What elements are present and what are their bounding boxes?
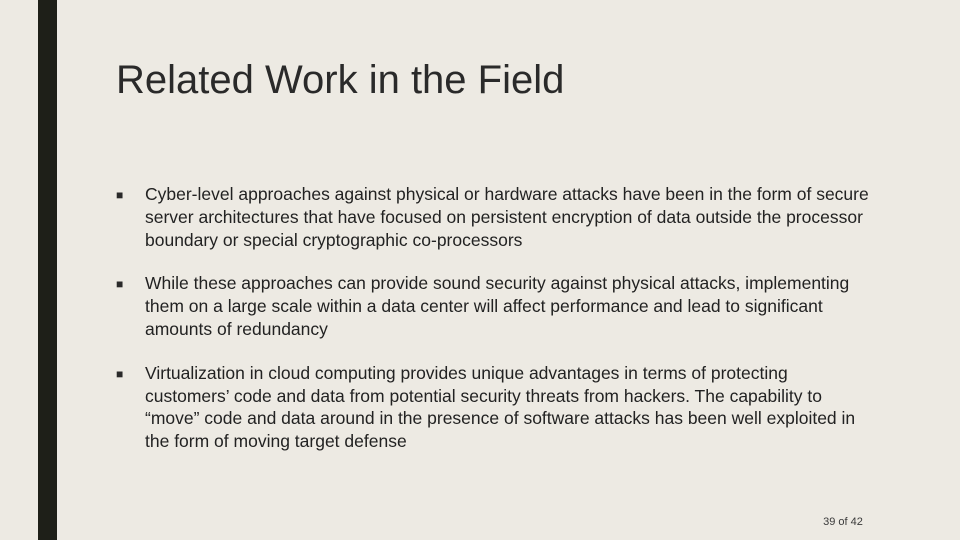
bullet-text: While these approaches can provide sound security against physical attacks, implementing them on a large scale within a data center will affect performance and lead to significant amounts of redundancy: [145, 273, 850, 339]
slide-title: Related Work in the Field: [116, 58, 565, 102]
bullet-item: [116, 362, 876, 453]
accent-bar: [38, 0, 57, 540]
bullet-list: [116, 183, 876, 474]
bullet-text: Virtualization in cloud computing provides unique advantages in terms of protecting customers’ code and data from potential security threats from hackers. The capability to “move” code and data around in the presence of software attacks has been well exploited in the form of moving target defense: [145, 362, 856, 452]
bullet-text: Cyber-level approaches against physical or hardware attacks have been in the form of secure server architectures that have focused on persistent encryption of data outside the processor boundary or special cryptographic co-processors: [145, 184, 869, 250]
bullet-item: [116, 183, 876, 251]
square-bullet-icon: ■: [116, 277, 124, 292]
bullet-item: [116, 272, 876, 340]
page-number: 39 of 42: [823, 516, 863, 528]
square-bullet-icon: ■: [116, 366, 124, 381]
square-bullet-icon: ■: [116, 188, 124, 202]
